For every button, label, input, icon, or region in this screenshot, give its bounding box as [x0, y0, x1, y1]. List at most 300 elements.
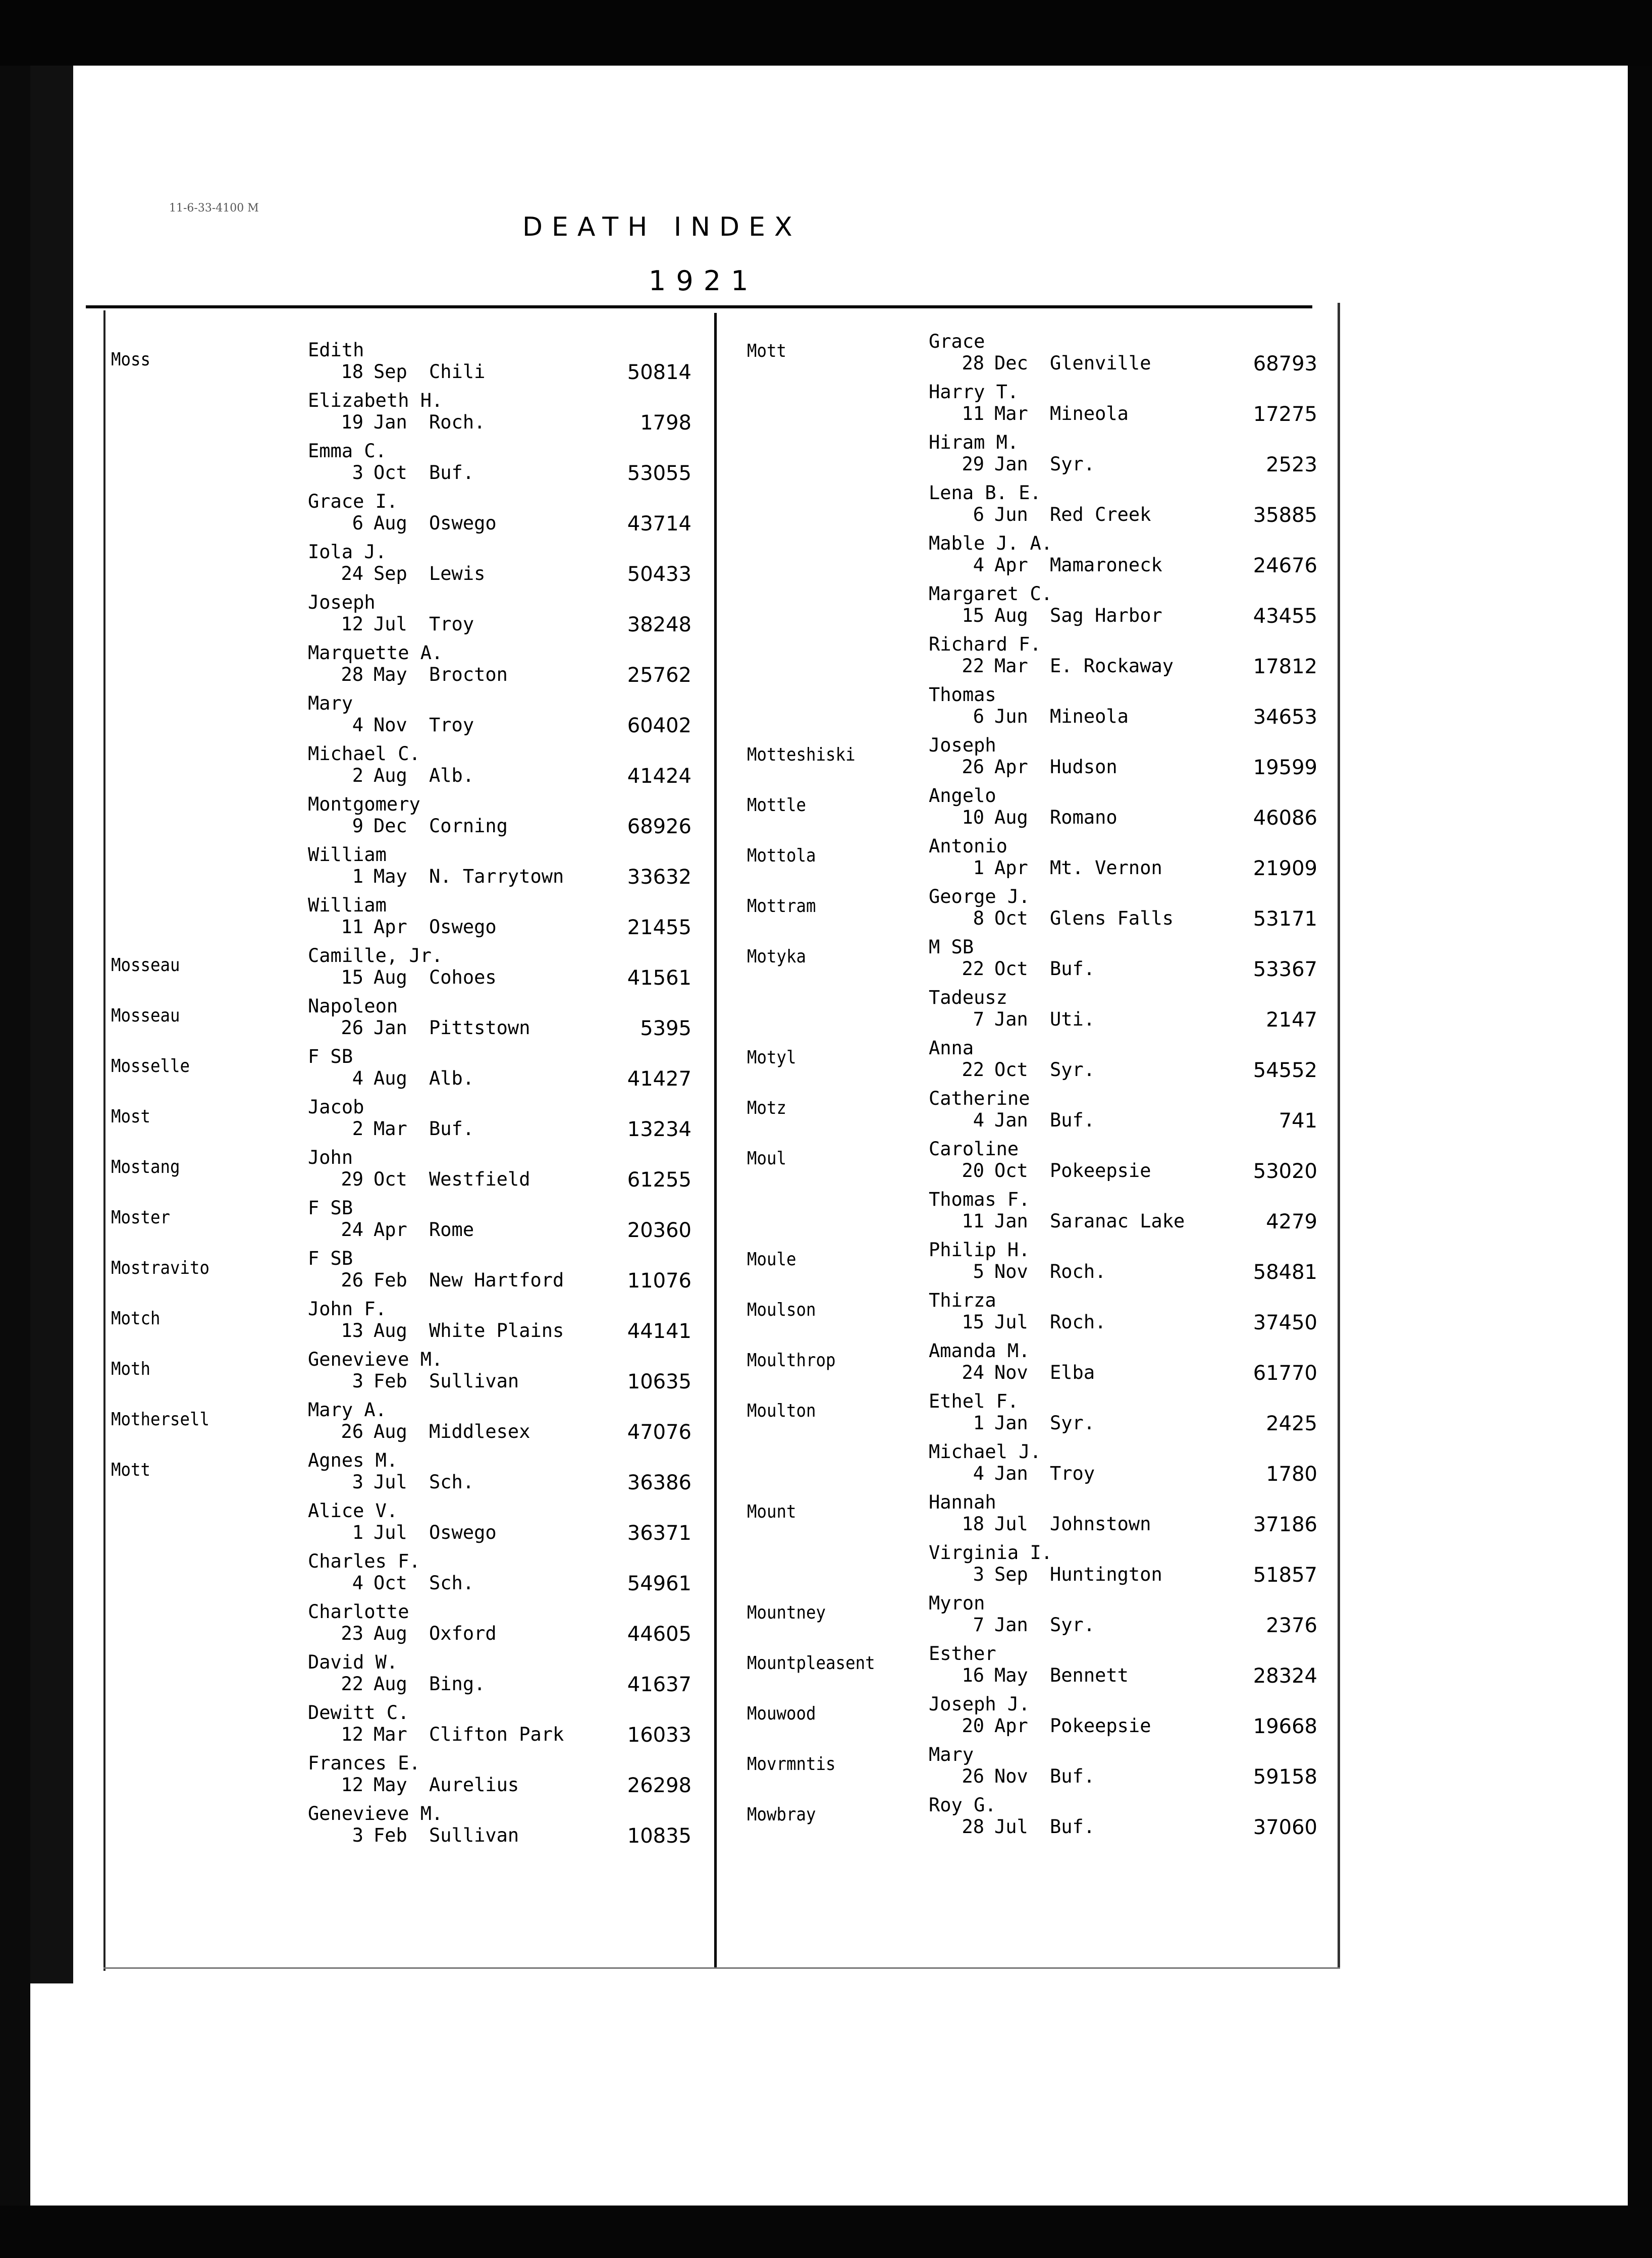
- entry-surname: Moster: [111, 1207, 171, 1228]
- entry-day: 2: [352, 1118, 363, 1140]
- index-entry: [111, 894, 707, 945]
- index-entry: [111, 1046, 707, 1096]
- entry-certificate-number: 53020: [1253, 1160, 1317, 1183]
- entry-given-name: Iola J.: [308, 541, 387, 563]
- index-entry: [747, 1289, 1333, 1340]
- left-border: [103, 310, 105, 1971]
- entry-month: Aug: [994, 605, 1028, 626]
- entry-surname: Mott: [111, 1460, 151, 1480]
- entry-place: Pokeepsie: [1050, 1715, 1151, 1737]
- index-entry: [747, 1441, 1333, 1491]
- entry-month: Sep: [374, 361, 407, 383]
- entry-month: Aug: [374, 1320, 407, 1341]
- microfilm-code: 11-6-33-4100 M: [169, 202, 259, 214]
- entry-surname: Moulton: [747, 1401, 816, 1421]
- entry-day: 6: [973, 504, 984, 525]
- entry-certificate-number: 21455: [627, 916, 691, 939]
- entry-details: [954, 1614, 1312, 1636]
- entry-given-name: Ethel F.: [929, 1390, 1019, 1412]
- entry-surname: Motyka: [747, 946, 807, 967]
- entry-given-name: George J.: [929, 886, 1030, 907]
- entry-certificate-number: 33632: [627, 866, 691, 889]
- entry-place: Pittstown: [429, 1017, 530, 1039]
- entry-month: Apr: [994, 1715, 1028, 1737]
- entry-place: Romano: [1050, 807, 1117, 828]
- entry-surname: Motz: [747, 1098, 787, 1118]
- index-entry: [747, 835, 1333, 886]
- entry-given-name: Mable J. A.: [929, 532, 1053, 554]
- entry-day: 12: [341, 1774, 363, 1796]
- entry-certificate-number: 35885: [1253, 504, 1317, 527]
- entry-day: 4: [973, 1109, 984, 1131]
- entry-place: Aurelius: [429, 1774, 519, 1796]
- entry-certificate-number: 17812: [1253, 655, 1317, 678]
- entry-given-name: Catherine: [929, 1088, 1030, 1109]
- entry-given-name: Charlotte: [308, 1601, 409, 1623]
- entry-day: 22: [962, 1059, 984, 1081]
- entry-certificate-number: 53171: [1253, 907, 1317, 931]
- entry-day: 29: [962, 453, 984, 475]
- index-entry: [747, 1794, 1333, 1845]
- entry-surname: Moulthrop: [747, 1350, 836, 1371]
- entry-month: Apr: [994, 756, 1028, 778]
- entry-place: Troy: [429, 714, 474, 736]
- index-entry: [111, 1197, 707, 1248]
- entry-day: 15: [962, 605, 984, 626]
- entry-place: Rome: [429, 1219, 474, 1241]
- header-rule: [86, 305, 1312, 308]
- index-entry: [747, 1189, 1333, 1239]
- index-entry: [747, 1340, 1333, 1390]
- entry-given-name: Richard F.: [929, 633, 1041, 655]
- entry-surname: Mott: [747, 341, 787, 361]
- index-entry: [747, 1390, 1333, 1441]
- entry-place: Lewis: [429, 563, 486, 584]
- entry-surname: Mount: [747, 1501, 796, 1522]
- entry-certificate-number: 11076: [627, 1269, 691, 1293]
- entry-certificate-number: 13234: [627, 1118, 691, 1141]
- entry-certificate-number: 10635: [627, 1370, 691, 1393]
- entry-day: 22: [962, 958, 984, 980]
- entry-given-name: William: [308, 844, 387, 866]
- entry-month: May: [374, 664, 407, 685]
- entry-certificate-number: 36386: [627, 1471, 691, 1494]
- index-entry: [747, 1037, 1333, 1088]
- entry-certificate-number: 58481: [1253, 1261, 1317, 1284]
- entry-day: 15: [962, 1311, 984, 1333]
- entry-certificate-number: 60402: [627, 714, 691, 737]
- entry-given-name: Genevieve M.: [308, 1803, 443, 1824]
- index-entry: [111, 844, 707, 894]
- entry-place: Bing.: [429, 1673, 486, 1695]
- entry-day: 24: [341, 563, 363, 584]
- entry-day: 15: [341, 966, 363, 988]
- entry-month: Jan: [994, 1008, 1028, 1030]
- index-entry: [747, 987, 1333, 1037]
- entry-place: Middlesex: [429, 1421, 530, 1442]
- entry-given-name: Napoleon: [308, 995, 398, 1017]
- entry-month: Nov: [994, 1261, 1028, 1282]
- entry-month: Aug: [374, 1673, 407, 1695]
- entry-given-name: Grace: [929, 331, 985, 352]
- entry-place: Buf.: [429, 1118, 474, 1140]
- entry-place: Huntington: [1050, 1564, 1162, 1585]
- entry-certificate-number: 44141: [627, 1320, 691, 1343]
- entry-place: Syr.: [1050, 1059, 1095, 1081]
- entry-certificate-number: 36371: [627, 1522, 691, 1545]
- entry-details: [954, 1412, 1312, 1434]
- entry-month: Oct: [994, 1160, 1028, 1181]
- entry-day: 10: [962, 807, 984, 828]
- entry-given-name: Marquette A.: [308, 642, 443, 664]
- bottom-rule: [103, 1967, 1340, 1969]
- entry-day: 5: [973, 1261, 984, 1282]
- entry-day: 11: [962, 403, 984, 424]
- entry-month: Aug: [374, 512, 407, 534]
- entry-month: Aug: [374, 966, 407, 988]
- index-entry: [111, 390, 707, 440]
- entry-month: Feb: [374, 1370, 407, 1392]
- entry-given-name: Mary A.: [308, 1399, 387, 1421]
- entry-given-name: William: [308, 894, 387, 916]
- entry-place: Glenville: [1050, 352, 1151, 374]
- entry-surname: Mowbray: [747, 1804, 816, 1825]
- entry-place: Syr.: [1050, 1614, 1095, 1636]
- entry-given-name: John: [308, 1147, 353, 1168]
- entry-day: 13: [341, 1320, 363, 1341]
- entry-given-name: Frances E.: [308, 1752, 420, 1774]
- entry-given-name: Emma C.: [308, 440, 387, 462]
- index-entry: [747, 1693, 1333, 1744]
- index-entry: [747, 1088, 1333, 1138]
- entry-place: Cohoes: [429, 966, 497, 988]
- index-entry: [111, 1298, 707, 1349]
- entry-place: Roch.: [429, 411, 486, 433]
- entry-certificate-number: 34653: [1253, 706, 1317, 729]
- index-entry: [111, 793, 707, 844]
- entry-day: 12: [341, 613, 363, 635]
- entry-certificate-number: 17275: [1253, 403, 1317, 426]
- entry-day: 4: [352, 714, 363, 736]
- entry-certificate-number: 54961: [627, 1572, 691, 1595]
- entry-details: [954, 1463, 1312, 1484]
- index-entry: [111, 440, 707, 491]
- entry-surname: Mosseau: [111, 1005, 180, 1026]
- entry-place: White Plains: [429, 1320, 564, 1341]
- entry-day: 26: [962, 1765, 984, 1787]
- entry-certificate-number: 24676: [1253, 554, 1317, 577]
- entry-certificate-number: 4279: [1266, 1210, 1317, 1233]
- entry-day: 4: [352, 1572, 363, 1594]
- entry-month: Aug: [374, 1421, 407, 1442]
- entry-day: 4: [973, 1463, 984, 1484]
- entry-place: Troy: [429, 613, 474, 635]
- index-entry: [747, 532, 1333, 583]
- entry-certificate-number: 37450: [1253, 1311, 1317, 1334]
- index-entry: [111, 1500, 707, 1550]
- entry-certificate-number: 28324: [1253, 1664, 1317, 1688]
- entry-certificate-number: 68926: [627, 815, 691, 838]
- entry-place: Westfield: [429, 1168, 530, 1190]
- entry-month: Aug: [374, 1623, 407, 1644]
- entry-place: Hudson: [1050, 756, 1117, 778]
- entry-month: Oct: [994, 907, 1028, 929]
- right-index-column: [747, 331, 1333, 1845]
- entry-day: 24: [962, 1362, 984, 1383]
- index-entry: [111, 743, 707, 793]
- entry-month: Apr: [374, 1219, 407, 1241]
- entry-given-name: Myron: [929, 1592, 985, 1614]
- index-entry: [111, 945, 707, 995]
- entry-day: 18: [962, 1513, 984, 1535]
- entry-month: Oct: [994, 1059, 1028, 1081]
- entry-day: 20: [962, 1160, 984, 1181]
- entry-day: 1: [973, 1412, 984, 1434]
- entry-place: E. Rockaway: [1050, 655, 1174, 677]
- entry-month: Feb: [374, 1269, 407, 1291]
- entry-month: Sep: [994, 1564, 1028, 1585]
- entry-place: Troy: [1050, 1463, 1095, 1484]
- entry-given-name: Lena B. E.: [929, 482, 1041, 504]
- entry-day: 23: [341, 1623, 363, 1644]
- index-entry: [111, 592, 707, 642]
- entry-given-name: Harry T.: [929, 381, 1019, 403]
- entry-day: 9: [352, 815, 363, 837]
- entry-place: Glens Falls: [1050, 907, 1174, 929]
- entry-given-name: Thirza: [929, 1289, 996, 1311]
- entry-surname: Mosselle: [111, 1056, 190, 1077]
- index-entry: [111, 1651, 707, 1702]
- entry-place: Oswego: [429, 512, 497, 534]
- entry-day: 28: [962, 352, 984, 374]
- entry-place: Sullivan: [429, 1824, 519, 1846]
- entry-day: 26: [341, 1269, 363, 1291]
- entry-given-name: Dewitt C.: [308, 1702, 409, 1724]
- entry-certificate-number: 2376: [1266, 1614, 1317, 1637]
- page-title: DEATH INDEX: [522, 212, 802, 242]
- entry-place: Oxford: [429, 1623, 497, 1644]
- entry-given-name: Caroline: [929, 1138, 1019, 1160]
- entry-surname: Mothersell: [111, 1409, 210, 1430]
- entry-surname: Mosseau: [111, 955, 180, 976]
- entry-given-name: Michael J.: [929, 1441, 1041, 1463]
- entry-given-name: Thomas: [929, 684, 996, 706]
- entry-details: [954, 453, 1312, 475]
- index-entry: [111, 1248, 707, 1298]
- entry-certificate-number: 41561: [627, 966, 691, 990]
- entry-certificate-number: 61255: [627, 1168, 691, 1192]
- entry-surname: Mottola: [747, 845, 816, 866]
- entry-day: 3: [973, 1564, 984, 1585]
- entry-day: 28: [341, 664, 363, 685]
- entry-certificate-number: 43455: [1253, 605, 1317, 628]
- column-divider: [714, 313, 717, 1968]
- entry-month: Jun: [994, 504, 1028, 525]
- entry-surname: Mouwood: [747, 1703, 816, 1724]
- entry-month: Mar: [374, 1724, 407, 1745]
- entry-day: 26: [341, 1017, 363, 1039]
- entry-details: [954, 1210, 1312, 1232]
- entry-day: 11: [341, 916, 363, 938]
- index-entry: [111, 1449, 707, 1500]
- entry-month: Mar: [994, 403, 1028, 424]
- entry-month: Jul: [994, 1816, 1028, 1838]
- index-entry: [747, 482, 1333, 532]
- entry-place: Mineola: [1050, 706, 1129, 727]
- entry-certificate-number: 43714: [627, 512, 691, 535]
- entry-certificate-number: 5395: [640, 1017, 691, 1040]
- film-top-edge: [0, 0, 1652, 66]
- entry-surname: Mountpleasent: [747, 1653, 875, 1674]
- index-entry: [747, 583, 1333, 633]
- entry-certificate-number: 741: [1278, 1109, 1317, 1133]
- entry-place: Corning: [429, 815, 508, 837]
- entry-given-name: David W.: [308, 1651, 398, 1673]
- entry-month: Nov: [374, 714, 407, 736]
- index-entry: [747, 432, 1333, 482]
- entry-month: Feb: [374, 1824, 407, 1846]
- entry-place: Roch.: [1050, 1261, 1106, 1282]
- entry-place: Alb.: [429, 1067, 474, 1089]
- film-bottom-edge: [0, 2206, 1652, 2258]
- entry-certificate-number: 37060: [1253, 1816, 1317, 1839]
- index-entry: [747, 331, 1333, 381]
- entry-day: 19: [341, 411, 363, 433]
- entry-month: Mar: [374, 1118, 407, 1140]
- entry-surname: Moul: [747, 1148, 787, 1169]
- entry-day: 11: [962, 1210, 984, 1232]
- entry-place: Sullivan: [429, 1370, 519, 1392]
- entry-day: 1: [973, 857, 984, 879]
- entry-given-name: Joseph: [929, 734, 996, 756]
- entry-certificate-number: 26298: [627, 1774, 691, 1797]
- entry-month: Aug: [374, 1067, 407, 1089]
- entry-month: Dec: [994, 352, 1028, 374]
- entry-place: Brocton: [429, 664, 508, 685]
- entry-month: Jul: [374, 1522, 407, 1543]
- entry-given-name: Margaret C.: [929, 583, 1053, 605]
- entry-place: Pokeepsie: [1050, 1160, 1151, 1181]
- entry-certificate-number: 20360: [627, 1219, 691, 1242]
- entry-given-name: Mary: [929, 1744, 974, 1765]
- entry-month: May: [374, 866, 407, 887]
- entry-place: Uti.: [1050, 1008, 1095, 1030]
- index-year: 1921: [649, 265, 759, 297]
- index-entry: [111, 1702, 707, 1752]
- entry-month: Nov: [994, 1362, 1028, 1383]
- index-entry: [111, 491, 707, 541]
- entry-certificate-number: 1780: [1266, 1463, 1317, 1486]
- entry-place: Syr.: [1050, 453, 1095, 475]
- index-entry: [747, 1643, 1333, 1693]
- entry-certificate-number: 51857: [1253, 1564, 1317, 1587]
- entry-day: 3: [352, 1471, 363, 1493]
- entry-certificate-number: 41637: [627, 1673, 691, 1696]
- entry-place: Oswego: [429, 1522, 497, 1543]
- entry-place: Sag Harbor: [1050, 605, 1162, 626]
- entry-month: Apr: [994, 554, 1028, 576]
- entry-month: Oct: [994, 958, 1028, 980]
- entry-place: Buf.: [1050, 1109, 1095, 1131]
- entry-given-name: Joseph J.: [929, 1693, 1030, 1715]
- entry-given-name: Charles F.: [308, 1550, 420, 1572]
- entry-place: Bennett: [1050, 1664, 1129, 1686]
- entry-month: Apr: [994, 857, 1028, 879]
- entry-month: Mar: [994, 655, 1028, 677]
- entry-month: Jul: [374, 1471, 407, 1493]
- entry-place: Roch.: [1050, 1311, 1106, 1333]
- entry-certificate-number: 2523: [1266, 453, 1317, 476]
- entry-place: Clifton Park: [429, 1724, 564, 1745]
- entry-surname: Mostang: [111, 1157, 180, 1177]
- entry-surname: Moulson: [747, 1300, 816, 1320]
- entry-given-name: F SB: [308, 1046, 353, 1067]
- index-entry: [111, 642, 707, 692]
- entry-given-name: Alice V.: [308, 1500, 398, 1522]
- index-entry: [747, 936, 1333, 987]
- film-right-edge: [1628, 66, 1652, 2258]
- entry-day: 28: [962, 1816, 984, 1838]
- index-entry: [111, 1550, 707, 1601]
- entry-given-name: F SB: [308, 1248, 353, 1269]
- index-entry: [747, 381, 1333, 432]
- entry-given-name: F SB: [308, 1197, 353, 1219]
- entry-day: 6: [973, 706, 984, 727]
- index-entry: [111, 692, 707, 743]
- index-entry: [111, 541, 707, 592]
- index-entry: [111, 995, 707, 1046]
- index-entry: [747, 1239, 1333, 1289]
- entry-day: 26: [962, 756, 984, 778]
- entry-surname: Moth: [111, 1359, 151, 1379]
- entry-given-name: Hannah: [929, 1491, 996, 1513]
- entry-month: Sep: [374, 563, 407, 584]
- index-entry: [111, 1601, 707, 1651]
- entry-certificate-number: 2147: [1266, 1008, 1317, 1032]
- entry-certificate-number: 16033: [627, 1724, 691, 1747]
- entry-certificate-number: 37186: [1253, 1513, 1317, 1536]
- entry-day: 26: [341, 1421, 363, 1442]
- entry-place: Buf.: [429, 462, 474, 483]
- entry-certificate-number: 61770: [1253, 1362, 1317, 1385]
- entry-given-name: Amanda M.: [929, 1340, 1030, 1362]
- entry-certificate-number: 59158: [1253, 1765, 1317, 1789]
- entry-place: Elba: [1050, 1362, 1095, 1383]
- entry-day: 18: [341, 361, 363, 383]
- index-entry: [111, 1147, 707, 1197]
- entry-surname: Motyl: [747, 1047, 796, 1068]
- entry-given-name: Mary: [308, 692, 353, 714]
- entry-given-name: Camille, Jr.: [308, 945, 443, 966]
- entry-month: Jan: [374, 411, 407, 433]
- entry-place: Syr.: [1050, 1412, 1095, 1434]
- entry-certificate-number: 50814: [627, 361, 691, 384]
- entry-day: 6: [352, 512, 363, 534]
- entry-day: 7: [973, 1614, 984, 1636]
- entry-day: 1: [352, 866, 363, 887]
- entry-month: Jan: [994, 1463, 1028, 1484]
- entry-place: N. Tarrytown: [429, 866, 564, 887]
- entry-month: Jul: [994, 1513, 1028, 1535]
- index-entry: [747, 1138, 1333, 1189]
- entry-place: Mineola: [1050, 403, 1129, 424]
- entry-month: Jan: [994, 1109, 1028, 1131]
- entry-given-name: Philip H.: [929, 1239, 1030, 1261]
- entry-place: New Hartford: [429, 1269, 564, 1291]
- entry-month: Aug: [374, 765, 407, 786]
- entry-given-name: Roy G.: [929, 1794, 996, 1816]
- entry-day: 8: [973, 907, 984, 929]
